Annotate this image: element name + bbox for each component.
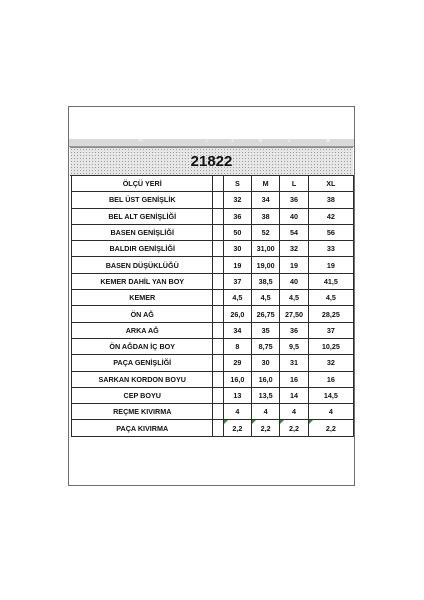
measurement-value: 2,2 [251, 420, 279, 436]
measurement-value: 37 [223, 273, 251, 289]
blank-cell [213, 371, 223, 387]
table-row [72, 257, 354, 273]
measurement-value: 2,2 [223, 420, 251, 436]
size-header-cell: XL [308, 176, 353, 192]
measurement-value: 30 [251, 355, 279, 371]
measurement-label: KEMER DAHİL YAN BOY [72, 273, 213, 289]
measurement-value: 4 [251, 404, 279, 420]
blank-cell [213, 420, 223, 436]
table-row [72, 224, 354, 240]
measurement-value: 50 [223, 224, 251, 240]
blank-cell [213, 192, 223, 208]
measurement-value: 40 [280, 273, 308, 289]
blank-cell [213, 257, 223, 273]
blank-cell [213, 208, 223, 224]
table-row [72, 273, 354, 289]
measurement-label: SARKAN KORDON BOYU [72, 371, 213, 387]
measurement-value: 19,00 [251, 257, 279, 273]
table-header-row [72, 176, 354, 192]
blank-cell [213, 224, 223, 240]
measurement-value: 36 [280, 192, 308, 208]
measurement-value: 14,5 [308, 387, 353, 403]
measurement-value: 19 [223, 257, 251, 273]
measurement-value: 8,75 [251, 338, 279, 354]
table-row [72, 192, 354, 208]
column-letter: L [288, 138, 291, 144]
measurement-value: 34 [223, 322, 251, 338]
measurement-value: 30 [223, 241, 251, 257]
table-row [72, 420, 354, 436]
column-letter: K [259, 138, 263, 144]
measurement-value: 56 [308, 224, 353, 240]
blank-cell [213, 306, 223, 322]
measurement-value: 38,5 [251, 273, 279, 289]
blank-cell [213, 176, 223, 192]
measurement-label: BEL ÜST GENİŞLİK [72, 192, 213, 208]
measurement-value: 40 [280, 208, 308, 224]
product-code-title: 21822 [190, 153, 233, 170]
measurement-label: PAÇA GENİŞLİĞİ [72, 355, 213, 371]
table-row [72, 322, 354, 338]
measurement-value: 34 [251, 192, 279, 208]
column-letter: H [139, 138, 143, 144]
table-row [72, 241, 354, 257]
measurement-value: 13 [223, 387, 251, 403]
measurement-label: BALDIR GENİŞLİĞİ [72, 241, 213, 257]
measurement-value: 52 [251, 224, 279, 240]
column-letter: M [326, 138, 331, 144]
measurement-value: 32 [223, 192, 251, 208]
blank-cell [213, 290, 223, 306]
size-chart-sheet [68, 106, 355, 486]
measurement-label: REÇME KIVIRMA [72, 404, 213, 420]
measurement-value: 38 [251, 208, 279, 224]
measurement-value: 29 [223, 355, 251, 371]
blank-cell [213, 355, 223, 371]
measurement-value: 16,0 [223, 371, 251, 387]
table-row [72, 290, 354, 306]
title-band [70, 147, 353, 176]
measurement-label: ÖN AĞ [72, 306, 213, 322]
table-row [72, 404, 354, 420]
measurement-value: 31 [280, 355, 308, 371]
size-header-cell: M [251, 176, 279, 192]
measurement-value: 33 [308, 241, 353, 257]
measurement-value: 4 [223, 404, 251, 420]
measurement-value: 8 [223, 338, 251, 354]
header-label-cell: ÖLÇÜ YERİ [72, 176, 213, 192]
measurement-value: 41,5 [308, 273, 353, 289]
size-header-cell: S [223, 176, 251, 192]
table-row [72, 355, 354, 371]
measurement-value: 27,50 [280, 306, 308, 322]
measurement-label: BASEN DÜŞÜKLÜĞÜ [72, 257, 213, 273]
measurement-value: 42 [308, 208, 353, 224]
measurement-value: 32 [280, 241, 308, 257]
measurement-value: 4,5 [280, 290, 308, 306]
measurement-value: 19 [280, 257, 308, 273]
measurement-label: ÖN AĞDAN İÇ BOY [72, 338, 213, 354]
measurement-value: 2,2 [280, 420, 308, 436]
measurement-value: 16 [308, 371, 353, 387]
table-row [72, 208, 354, 224]
measurement-value: 35 [251, 322, 279, 338]
measurement-value: 31,00 [251, 241, 279, 257]
measurement-value: 10,25 [308, 338, 353, 354]
measurement-label: PAÇA KIVIRMA [72, 420, 213, 436]
measurement-value: 9,5 [280, 338, 308, 354]
table-row [72, 338, 354, 354]
size-table [71, 175, 354, 437]
measurement-label: KEMER [72, 290, 213, 306]
blank-cell [213, 338, 223, 354]
blank-cell [213, 387, 223, 403]
blank-cell [213, 322, 223, 338]
table-row [72, 387, 354, 403]
measurement-value: 36 [223, 208, 251, 224]
size-header-cell: L [280, 176, 308, 192]
measurement-value: 37 [308, 322, 353, 338]
column-letter: J [231, 138, 234, 144]
measurement-label: BASEN GENİŞLİĞİ [72, 224, 213, 240]
measurement-value: 4 [308, 404, 353, 420]
measurement-value: 28,25 [308, 306, 353, 322]
measurement-value: 32 [308, 355, 353, 371]
measurement-value: 14 [280, 387, 308, 403]
measurement-value: 16 [280, 371, 308, 387]
measurement-value: 13,5 [251, 387, 279, 403]
measurement-value: 4,5 [223, 290, 251, 306]
blank-cell [213, 273, 223, 289]
measurement-value: 19 [308, 257, 353, 273]
column-letter-strip [69, 139, 354, 147]
measurement-value: 38 [308, 192, 353, 208]
measurement-value: 4 [280, 404, 308, 420]
blank-cell [213, 404, 223, 420]
measurement-value: 54 [280, 224, 308, 240]
measurement-label: BEL ALT GENİŞLİĞİ [72, 208, 213, 224]
measurement-value: 4,5 [251, 290, 279, 306]
measurement-label: ARKA AĞ [72, 322, 213, 338]
column-letter: I [206, 138, 208, 144]
table-row [72, 306, 354, 322]
table-row [72, 371, 354, 387]
measurement-value: 2,2 [308, 420, 353, 436]
measurement-value: 36 [280, 322, 308, 338]
measurement-value: 26,0 [223, 306, 251, 322]
measurement-value: 26,75 [251, 306, 279, 322]
measurement-value: 4,5 [308, 290, 353, 306]
measurement-label: CEP BOYU [72, 387, 213, 403]
measurement-value: 16,0 [251, 371, 279, 387]
blank-cell [213, 241, 223, 257]
